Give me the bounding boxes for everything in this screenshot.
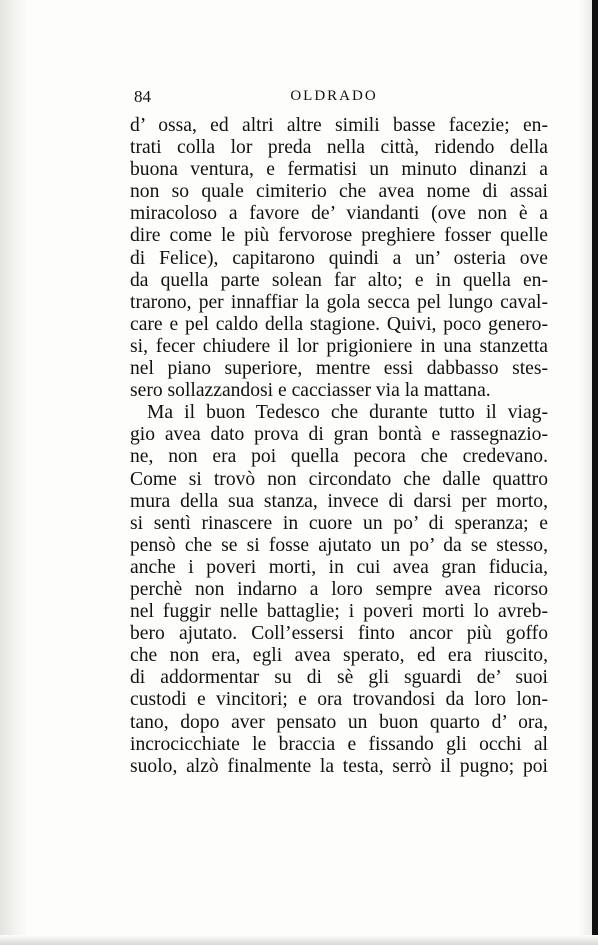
scan-border: [592, 0, 598, 945]
text-line: si, fecer chiudere il lor prigioniere in una stanzetta: [130, 335, 548, 357]
page-edge-shade: [578, 0, 592, 945]
text-line: mura della sua stanza, invece di darsi per morto,: [130, 490, 548, 512]
text-line: da quella parte solean far alto; e in quella en-: [130, 269, 548, 291]
paragraph: [130, 115, 548, 402]
text-line: Come si trovò non circondato che dalle quattro: [130, 468, 548, 490]
text-line: di addormentar su di sè gli sguardi de’ suoi: [130, 667, 548, 689]
text-line: buona ventura, e fermatisi un minuto dinanzi a: [130, 159, 548, 181]
text-line: d’ ossa, ed altri altre simili basse facezie; en-: [130, 115, 548, 136]
text-line: ne, non era poi quella pecora che credevano.: [130, 446, 548, 468]
text-line: tano, dopo aver pensato un buon quarto d’ ora,: [130, 711, 548, 733]
text-line: incrocicchiate le braccia e fissando gli occhi al: [130, 733, 548, 755]
text-line: trarono, per innaffiar la gola secca pel lungo caval-: [130, 291, 548, 313]
text-line: pensò che se si fosse ajutato un po’ da se stesso,: [130, 534, 548, 556]
text-line: di Felice), capitarono quindi a un’ osteria ove: [130, 247, 548, 269]
running-title: OLDRADO: [290, 88, 378, 104]
text-line: care e pel caldo della stagione. Quivi, poco genero-: [130, 313, 548, 335]
text-line: miracoloso a favore de’ viandanti (ove non è a: [130, 203, 548, 225]
text-line: sero sollazzandosi e cacciasser via la mattana.: [130, 380, 491, 402]
text-line: anche i poveri morti, in cui avea gran fiducia,: [130, 556, 548, 578]
page-number: 84: [134, 87, 151, 106]
text-line: dire come le più fervorose preghiere fosser quelle: [130, 225, 548, 247]
page-gutter-shadow: [0, 0, 28, 945]
text-line: nel piano superiore, mentre essi dabbasso stes-: [130, 358, 548, 380]
text-line: suolo, alzò finalmente la testa, serrò il pugno; poi: [130, 755, 548, 777]
text-line: perchè non indarno a loro sempre avea ricorso: [130, 578, 548, 600]
text-line: custodi e vincitori; e ora trovandosi da loro lon-: [130, 689, 548, 711]
body-text: [130, 115, 548, 778]
text-line: non so quale cimiterio che avea nome di assai: [130, 181, 548, 203]
text-line: gio avea dato prova di gran bontà e rassegnazio-: [130, 424, 548, 446]
page-bottom-edge: [0, 935, 598, 945]
text-line: bero ajutato. Coll’essersi finto ancor più goffo: [130, 623, 548, 645]
paragraph: [130, 402, 548, 778]
text-line: Ma il buon Tedesco che durante tutto il viag-: [147, 402, 548, 424]
text-line: che non era, egli avea sperato, ed era riuscito,: [130, 645, 548, 667]
running-header: [134, 87, 534, 111]
text-line: trati colla lor preda nella città, ridendo della: [130, 137, 548, 159]
text-line: nel fuggir nelle battaglie; i poveri morti lo avreb-: [130, 601, 548, 623]
text-line: si sentì rinascere in cuore un po’ di speranza; e: [130, 512, 548, 534]
